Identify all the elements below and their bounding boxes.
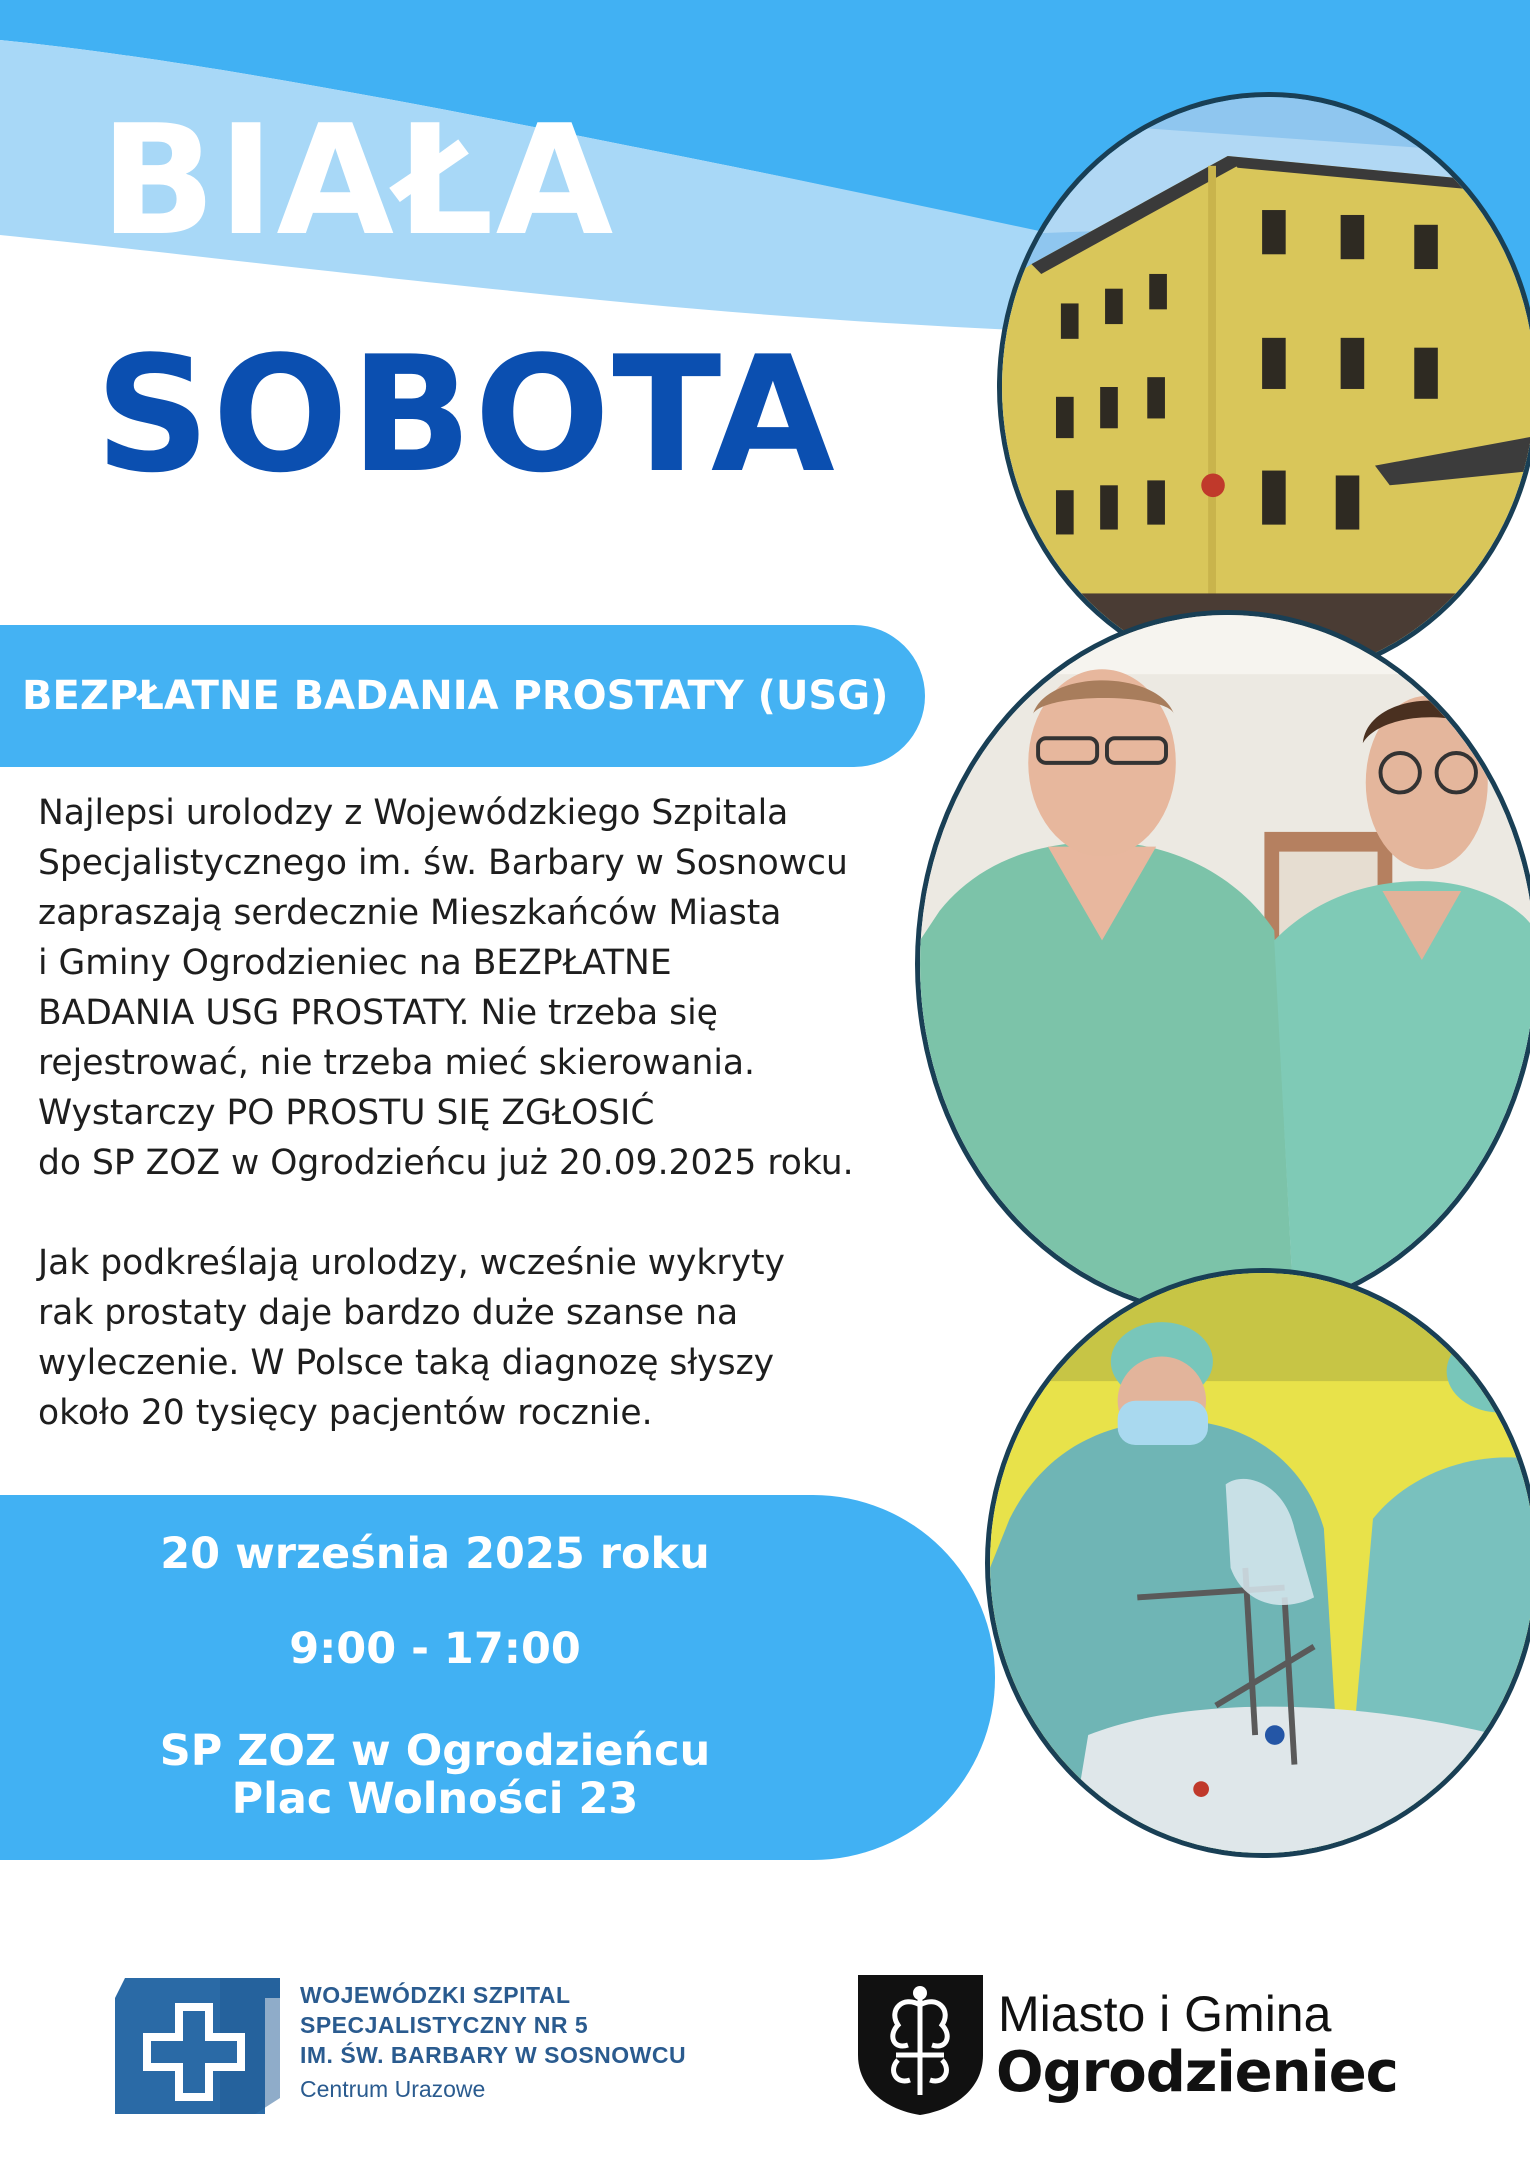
event-address: Plac Wolności 23 bbox=[231, 1774, 639, 1824]
title-line-1: BIAŁA bbox=[100, 92, 616, 269]
paragraph-2 bbox=[38, 1238, 938, 1438]
event-date: 20 września 2025 roku bbox=[160, 1529, 710, 1579]
paragraph-line: BADANIA USG PROSTATY. Nie trzeba się bbox=[38, 993, 718, 1033]
event-info-box bbox=[0, 1495, 995, 1860]
hospital-logo bbox=[115, 1978, 715, 2114]
hospital-name-line-1: WOJEWÓDZKI SZPITAL bbox=[300, 1982, 571, 2008]
doctors-photo bbox=[915, 610, 1530, 1318]
paragraph-line: zapraszają serdecznie Mieszkańców Miasta bbox=[38, 893, 782, 933]
surgery-photo bbox=[985, 1268, 1530, 1858]
paragraph-line: Jak podkreślają urolodzy, wcześnie wykryty bbox=[38, 1243, 785, 1283]
paragraph-line: Specjalistycznego im. św. Barbary w Sosnowcu bbox=[38, 843, 848, 883]
paragraph-line: rejestrować, nie trzeba mieć skierowania. bbox=[38, 1043, 756, 1083]
paragraph-line: Wystarczy PO PROSTU SIĘ ZGŁOSIĆ bbox=[38, 1093, 655, 1133]
event-place: SP ZOZ w Ogrodzieńcu bbox=[159, 1726, 711, 1776]
hospital-subtitle: Centrum Urazowe bbox=[300, 2076, 486, 2102]
municipality-name-line-2: Ogrodzieniec bbox=[996, 2040, 1398, 2105]
paragraph-line: Najlepsi urolodzy z Wojewódzkiego Szpitala bbox=[38, 793, 789, 833]
banner-text: BEZPŁATNE BADANIA PROSTATY (USG) bbox=[22, 673, 889, 719]
paragraph-line: do SP ZOZ w Ogrodzieńcu już 20.09.2025 roku. bbox=[38, 1143, 854, 1183]
paragraph-1 bbox=[38, 788, 938, 1188]
medical-cross-icon bbox=[115, 1978, 280, 2114]
paragraph-line: rak prostaty daje bardzo duże szanse na bbox=[38, 1293, 739, 1333]
paragraph-line: około 20 tysięcy pacjentów rocznie. bbox=[38, 1393, 653, 1433]
paragraph-line: i Gminy Ogrodzieniec na BEZPŁATNE bbox=[38, 943, 672, 983]
title-line-2: SOBOTA bbox=[95, 321, 837, 508]
building-photo bbox=[997, 92, 1530, 682]
banner bbox=[0, 625, 925, 767]
event-time: 9:00 - 17:00 bbox=[289, 1624, 581, 1674]
hospital-name-line-2: SPECJALISTYCZNY NR 5 bbox=[300, 2012, 589, 2038]
hospital-name-line-3: IM. ŚW. BARBARY W SOSNOWCU bbox=[300, 2042, 687, 2068]
paragraph-line: wyleczenie. W Polsce taką diagnozę słyszy bbox=[38, 1343, 775, 1383]
coat-of-arms-icon bbox=[858, 1975, 983, 2115]
municipality-logo bbox=[858, 1975, 1418, 2115]
municipality-name-line-1: Miasto i Gmina bbox=[998, 1986, 1332, 2042]
